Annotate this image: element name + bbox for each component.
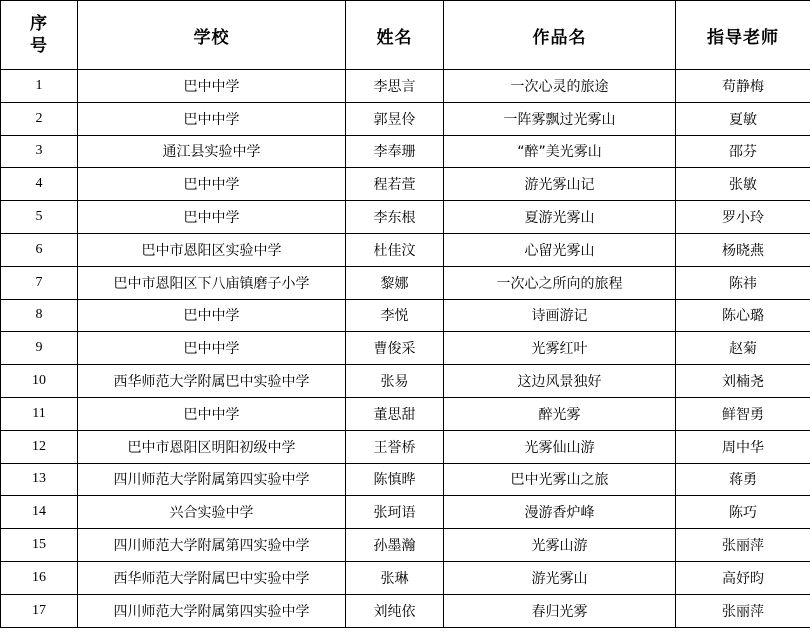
table-row xyxy=(1,135,810,168)
cell-index: 4 xyxy=(1,168,78,201)
cell-school: 四川师范大学附属第四实验中学 xyxy=(78,529,346,562)
cell-school: 巴中市恩阳区下八庙镇磨子小学 xyxy=(78,266,346,299)
header-row xyxy=(1,1,810,70)
cell-name: 陈慎晔 xyxy=(346,463,444,496)
cell-name: 董思甜 xyxy=(346,397,444,430)
cell-index: 7 xyxy=(1,266,78,299)
cell-work: 一次心灵的旅途 xyxy=(444,70,676,103)
cell-work: 一次心之所向的旅程 xyxy=(444,266,676,299)
cell-teacher: 刘楠尧 xyxy=(676,365,810,398)
cell-school: 巴中中学 xyxy=(78,102,346,135)
table-row xyxy=(1,529,810,562)
cell-school: 巴中中学 xyxy=(78,299,346,332)
cell-name: 张珂语 xyxy=(346,496,444,529)
cell-work: 游光雾山记 xyxy=(444,168,676,201)
cell-teacher: 苟静梅 xyxy=(676,70,810,103)
cell-index: 2 xyxy=(1,102,78,135)
cell-index: 12 xyxy=(1,430,78,463)
cell-work: 光雾山游 xyxy=(444,529,676,562)
cell-index: 15 xyxy=(1,529,78,562)
cell-teacher: 夏敏 xyxy=(676,102,810,135)
cell-name: 李思言 xyxy=(346,70,444,103)
cell-teacher: 周中华 xyxy=(676,430,810,463)
cell-name: 王誉桥 xyxy=(346,430,444,463)
cell-school: 西华师范大学附属巴中实验中学 xyxy=(78,365,346,398)
cell-index: 9 xyxy=(1,332,78,365)
header-work: 作品名 xyxy=(444,1,676,70)
cell-work: 这边风景独好 xyxy=(444,365,676,398)
cell-school: 巴中市恩阳区明阳初级中学 xyxy=(78,430,346,463)
table-body xyxy=(1,70,810,628)
table-row xyxy=(1,332,810,365)
cell-teacher: 陈祎 xyxy=(676,266,810,299)
cell-name: 孙墨瀚 xyxy=(346,529,444,562)
cell-school: 通江县实验中学 xyxy=(78,135,346,168)
cell-school: 四川师范大学附属第四实验中学 xyxy=(78,463,346,496)
cell-name: 杜佳汶 xyxy=(346,233,444,266)
cell-index: 17 xyxy=(1,594,78,627)
cell-index: 3 xyxy=(1,135,78,168)
table-row xyxy=(1,496,810,529)
cell-teacher: 高妤昀 xyxy=(676,561,810,594)
cell-work: 游光雾山 xyxy=(444,561,676,594)
cell-work: 醉光雾 xyxy=(444,397,676,430)
cell-index: 8 xyxy=(1,299,78,332)
cell-school: 巴中中学 xyxy=(78,168,346,201)
cell-name: 曹俊采 xyxy=(346,332,444,365)
cell-name: 黎娜 xyxy=(346,266,444,299)
table-row xyxy=(1,463,810,496)
cell-name: 张琳 xyxy=(346,561,444,594)
cell-index: 13 xyxy=(1,463,78,496)
header-index-line2: 号 xyxy=(30,36,48,56)
table-row xyxy=(1,594,810,627)
cell-work: 光雾仙山游 xyxy=(444,430,676,463)
cell-school: 西华师范大学附属巴中实验中学 xyxy=(78,561,346,594)
cell-school: 巴中市恩阳区实验中学 xyxy=(78,233,346,266)
cell-school: 巴中中学 xyxy=(78,332,346,365)
table-row xyxy=(1,430,810,463)
cell-teacher: 邵芬 xyxy=(676,135,810,168)
cell-work: 心留光雾山 xyxy=(444,233,676,266)
cell-teacher: 杨晓燕 xyxy=(676,233,810,266)
cell-teacher: 张丽萍 xyxy=(676,594,810,627)
table-row xyxy=(1,201,810,234)
cell-teacher: 陈心璐 xyxy=(676,299,810,332)
cell-name: 李奉珊 xyxy=(346,135,444,168)
cell-index: 6 xyxy=(1,233,78,266)
cell-teacher: 张敏 xyxy=(676,168,810,201)
table-row xyxy=(1,561,810,594)
cell-teacher: 罗小玲 xyxy=(676,201,810,234)
cell-work: “醉”美光雾山 xyxy=(444,135,676,168)
cell-teacher: 赵菊 xyxy=(676,332,810,365)
header-name: 姓名 xyxy=(346,1,444,70)
cell-work: 春归光雾 xyxy=(444,594,676,627)
cell-work: 光雾红叶 xyxy=(444,332,676,365)
cell-school: 巴中中学 xyxy=(78,201,346,234)
cell-teacher: 张丽萍 xyxy=(676,529,810,562)
table-row xyxy=(1,168,810,201)
cell-school: 四川师范大学附属第四实验中学 xyxy=(78,594,346,627)
table-row xyxy=(1,266,810,299)
cell-name: 李东根 xyxy=(346,201,444,234)
cell-name: 刘纯依 xyxy=(346,594,444,627)
cell-index: 1 xyxy=(1,70,78,103)
table-row xyxy=(1,365,810,398)
cell-work: 诗画游记 xyxy=(444,299,676,332)
cell-name: 张易 xyxy=(346,365,444,398)
cell-index: 16 xyxy=(1,561,78,594)
cell-work: 巴中光雾山之旅 xyxy=(444,463,676,496)
table-row xyxy=(1,299,810,332)
cell-work: 夏游光雾山 xyxy=(444,201,676,234)
cell-name: 程若萱 xyxy=(346,168,444,201)
cell-name: 李悦 xyxy=(346,299,444,332)
cell-school: 巴中中学 xyxy=(78,70,346,103)
cell-teacher: 蒋勇 xyxy=(676,463,810,496)
cell-index: 5 xyxy=(1,201,78,234)
cell-teacher: 陈巧 xyxy=(676,496,810,529)
cell-name: 郭昱伶 xyxy=(346,102,444,135)
table-row xyxy=(1,70,810,103)
cell-index: 10 xyxy=(1,365,78,398)
table-row xyxy=(1,233,810,266)
table-row xyxy=(1,397,810,430)
cell-index: 14 xyxy=(1,496,78,529)
cell-school: 兴合实验中学 xyxy=(78,496,346,529)
header-school: 学校 xyxy=(78,1,346,70)
cell-index: 11 xyxy=(1,397,78,430)
header-index xyxy=(1,1,78,70)
header-index-line1: 序 xyxy=(30,14,48,34)
header-teacher: 指导老师 xyxy=(676,1,810,70)
cell-teacher: 鲜智勇 xyxy=(676,397,810,430)
table-row xyxy=(1,102,810,135)
cell-work: 漫游香炉峰 xyxy=(444,496,676,529)
cell-school: 巴中中学 xyxy=(78,397,346,430)
cell-work: 一阵雾飘过光雾山 xyxy=(444,102,676,135)
